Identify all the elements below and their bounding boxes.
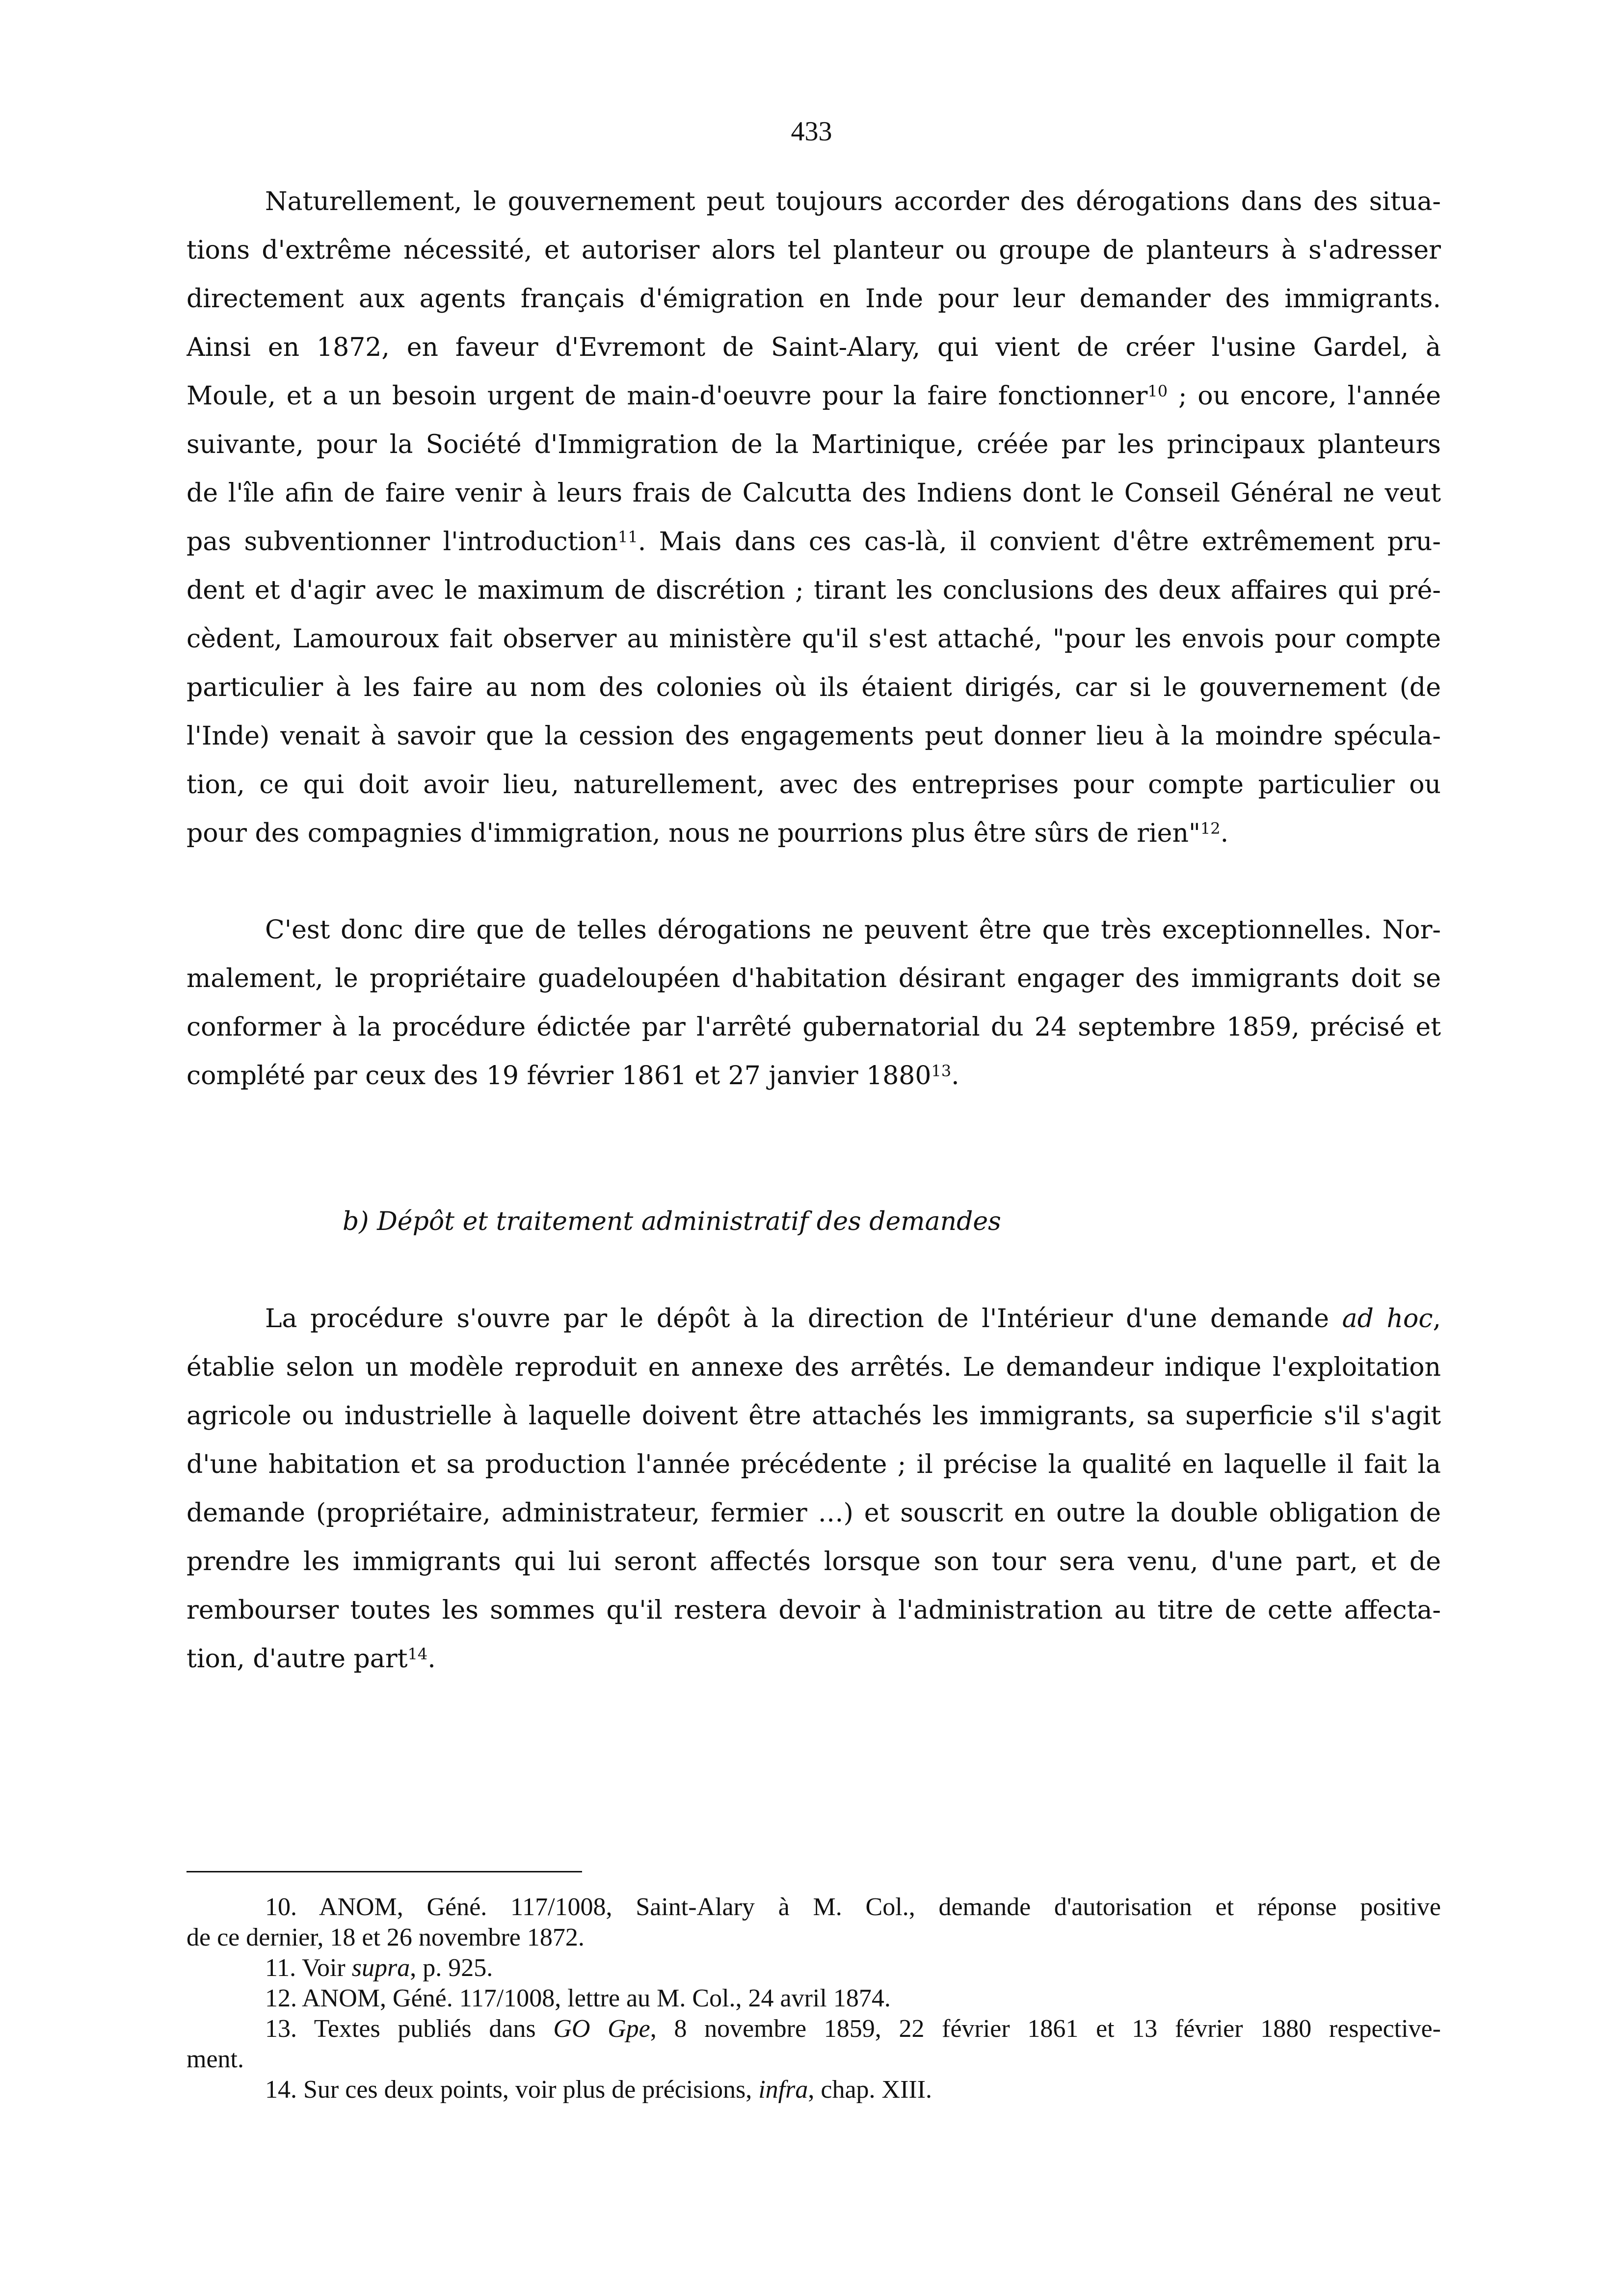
paragraph-line bbox=[186, 1295, 1441, 1343]
section-heading: b) Dépôt et traitement administratif des demandes bbox=[343, 1207, 1001, 1236]
footnote-text: 11. Voir bbox=[265, 1954, 352, 1982]
paragraph-line bbox=[186, 1052, 1441, 1100]
line-text: La procédure s'ouvre par le dépôt à la direction de l'Intérieur d'une demande bbox=[265, 1304, 1342, 1334]
footnote-11 bbox=[186, 1953, 1441, 1983]
footnote-ref-12[interactable]: 12 bbox=[1200, 819, 1221, 838]
body-text bbox=[186, 178, 1441, 1683]
paragraph-line: prendre les immigrants qui lui seront affectés lorsque son tour sera venu, d'une part, et de bbox=[186, 1547, 1441, 1576]
paragraph-line bbox=[186, 809, 1441, 858]
paragraph-line bbox=[186, 518, 1441, 566]
line-text: . bbox=[1220, 819, 1229, 848]
paragraph-line: dent et d'agir avec le maximum de discrétion ; tirant les conclusions des deux affaires qui pré- bbox=[186, 576, 1441, 605]
footnote-italic: supra bbox=[351, 1954, 410, 1982]
footnote-text: , p. 925. bbox=[410, 1954, 493, 1982]
page-number: 433 bbox=[791, 116, 832, 147]
footnote-text: 13. Textes publiés dans bbox=[265, 2015, 554, 2043]
paragraph-line: Ainsi en 1872, en faveur d'Evremont de Saint-Alary, qui vient de créer l'usine Gardel, à bbox=[186, 333, 1441, 362]
paragraph-line: malement, le propriétaire guadeloupéen d'habitation désirant engager des immigrants doit se bbox=[186, 964, 1441, 993]
line-text: pour des compagnies d'immigration, nous ne pourrions plus être sûrs de rien" bbox=[186, 819, 1200, 848]
paragraph-line: Naturellement, le gouvernement peut toujours accorder des dérogations dans des situa- bbox=[265, 187, 1441, 216]
paragraph-line: suivante, pour la Société d'Immigration de la Martinique, créée par les principaux planteurs bbox=[186, 430, 1441, 459]
line-text: . bbox=[951, 1061, 959, 1091]
footnote-14 bbox=[186, 2075, 1441, 2105]
footnote-line bbox=[186, 1953, 1441, 1983]
footnote-ref-13[interactable]: 13 bbox=[931, 1062, 952, 1080]
line-text: complété par ceux des 19 février 1861 et 27 janvier 1880 bbox=[186, 1061, 931, 1091]
footnote-italic: infra bbox=[758, 2076, 808, 2104]
italic-term: ad hoc bbox=[1342, 1304, 1433, 1334]
footnote-ref-14[interactable]: 14 bbox=[407, 1645, 428, 1663]
footnote-line: de ce dernier, 18 et 26 novembre 1872. bbox=[186, 1923, 585, 1951]
paragraph-line: tion, ce qui doit avoir lieu, naturellement, avec des entreprises pour compte particulier ou bbox=[186, 770, 1441, 800]
footnote-line: 10. ANOM, Géné. 117/1008, Saint-Alary à M. Col., demande d'autorisation et réponse positive bbox=[265, 1893, 1441, 1921]
footnote-ref-11[interactable]: 11 bbox=[617, 528, 638, 546]
paragraph-line: conformer à la procédure édictée par l'arrêté gubernatorial du 24 septembre 1859, précisé et bbox=[186, 1013, 1441, 1042]
paragraph-line bbox=[186, 1635, 1441, 1683]
paragraph-line bbox=[186, 372, 1441, 421]
footnote-line: 12. ANOM, Géné. 117/1008, lettre au M. Col., 24 avril 1874. bbox=[265, 1984, 891, 2012]
footnotes bbox=[186, 1892, 1441, 2105]
paragraph-line: directement aux agents français d'émigration en Inde pour leur demander des immigrants. bbox=[186, 284, 1441, 314]
section-gap bbox=[186, 1100, 1441, 1198]
footnote-line bbox=[186, 2075, 1441, 2105]
paragraph-line: agricole ou industrielle à laquelle doivent être attachés les immigrants, sa superficie s'il s'agit bbox=[186, 1401, 1441, 1431]
line-text: pas subventionner l'introduction bbox=[186, 527, 618, 557]
footnote-separator bbox=[186, 1871, 582, 1872]
paragraph-line: demande (propriétaire, administrateur, fermier …) et souscrit en outre la double obligation de bbox=[186, 1498, 1441, 1528]
footnote-text: 14. Sur ces deux points, voir plus de précisions, bbox=[265, 2076, 759, 2104]
line-text: , bbox=[1433, 1304, 1441, 1334]
line-text: . bbox=[427, 1644, 436, 1674]
footnote-line: ment. bbox=[186, 2045, 244, 2073]
paragraph-gap bbox=[186, 858, 1441, 906]
paragraph-line: tions d'extrême nécessité, et autoriser alors tel planteur ou groupe de planteurs à s'adresser bbox=[186, 236, 1441, 265]
paragraph-line: rembourser toutes les sommes qu'il restera devoir à l'administration au titre de cette affecta- bbox=[186, 1596, 1441, 1625]
footnote-text: , 8 novembre 1859, 22 février 1861 et 13 février 1880 respective- bbox=[650, 2015, 1441, 2043]
paragraph-line: établie selon un modèle reproduit en annexe des arrêtés. Le demandeur indique l'exploitation bbox=[186, 1353, 1441, 1382]
footnote-text: , chap. XIII. bbox=[808, 2076, 932, 2104]
line-text: ; ou encore, l'année bbox=[1168, 381, 1441, 411]
paragraph-line: particulier à les faire au nom des colonies où ils étaient dirigés, car si le gouvernement (de bbox=[186, 673, 1441, 702]
line-text: tion, d'autre part bbox=[186, 1644, 408, 1674]
footnote-10 bbox=[186, 1892, 1441, 1953]
footnote-ref-10[interactable]: 10 bbox=[1147, 382, 1168, 400]
line-text: . Mais dans ces cas-là, il convient d'être extrêmement pru- bbox=[638, 527, 1441, 557]
footnote-13 bbox=[186, 2014, 1441, 2075]
footnote-12 bbox=[186, 1983, 1441, 2014]
paragraph-line: C'est donc dire que de telles dérogations ne peuvent être que très exceptionnelles. Nor- bbox=[265, 915, 1441, 945]
heading-gap bbox=[186, 1246, 1441, 1295]
paragraph-line: de l'île afin de faire venir à leurs frais de Calcutta des Indiens dont le Conseil Général ne veut bbox=[186, 479, 1441, 508]
paragraph-line: cèdent, Lamouroux fait observer au ministère qu'il s'est attaché, "pour les envois pour compte bbox=[186, 624, 1441, 654]
line-text: Moule, et a un besoin urgent de main-d'oeuvre pour la faire fonctionner bbox=[186, 381, 1148, 411]
footnote-line bbox=[186, 2014, 1441, 2044]
paragraph-line: d'une habitation et sa production l'année précédente ; il précise la qualité en laquelle il fait la bbox=[186, 1450, 1441, 1479]
footnote-italic: GO Gpe bbox=[553, 2015, 650, 2043]
paragraph-line: l'Inde) venait à savoir que la cession des engagements peut donner lieu à la moindre spécula- bbox=[186, 721, 1441, 751]
